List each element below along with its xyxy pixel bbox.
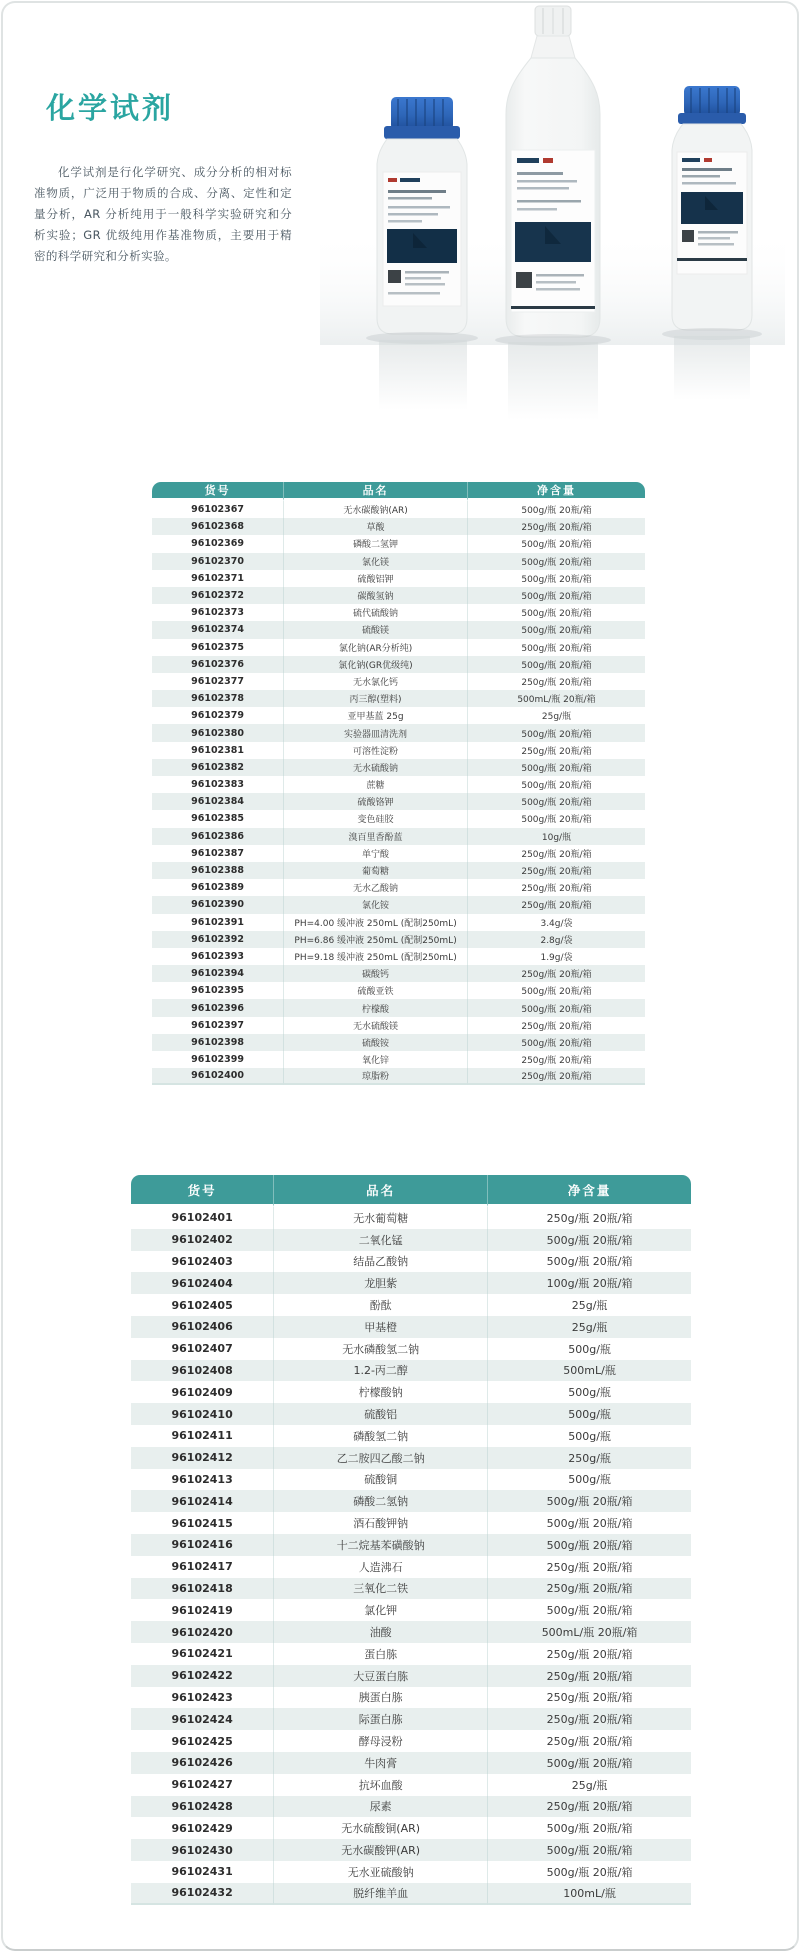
- product-name: 乙二胺四乙酸二钠: [273, 1447, 487, 1469]
- item-number: 96102378: [152, 690, 283, 707]
- product-name: 无水硫酸镁: [283, 1017, 467, 1034]
- table-row: [152, 570, 645, 587]
- net-content: 500g/瓶 20瓶/箱: [487, 1817, 691, 1839]
- item-number: 96102430: [131, 1839, 273, 1861]
- table-row: [131, 1883, 691, 1905]
- net-content: 25g/瓶: [467, 707, 645, 724]
- table-row: [131, 1469, 691, 1491]
- product-name: 胰蛋白胨: [273, 1687, 487, 1709]
- net-content: 250g/瓶 20瓶/箱: [467, 845, 645, 862]
- product-name: 氯化铵: [283, 896, 467, 913]
- table-row: [131, 1534, 691, 1556]
- product-name: 实验器皿清洗剂: [283, 724, 467, 741]
- net-content: 500g/瓶 20瓶/箱: [467, 604, 645, 621]
- table-row: [131, 1796, 691, 1818]
- table-row: [131, 1229, 691, 1251]
- item-number: 96102370: [152, 553, 283, 570]
- product-name: 硫酸铵: [283, 1034, 467, 1051]
- net-content: 500g/瓶 20瓶/箱: [487, 1229, 691, 1251]
- product-name: 蔗糖: [283, 776, 467, 793]
- item-number: 96102389: [191, 882, 244, 894]
- net-content: 1.9g/袋: [467, 948, 645, 965]
- product-name: 1.2-丙二醇: [273, 1360, 487, 1382]
- product-name: 硫酸亚铁: [283, 982, 467, 999]
- item-number: 96102412: [131, 1447, 273, 1469]
- column-header-net-content: 净含量: [467, 482, 645, 501]
- table-row: [152, 759, 645, 776]
- product-name: 葡萄糖: [283, 862, 467, 879]
- net-content: 500mL/瓶 20瓶/箱: [467, 690, 645, 707]
- reagent-bottles-illustration: [295, 0, 800, 430]
- product-name: 硫酸铝: [273, 1403, 487, 1425]
- item-number: 96102369: [191, 538, 244, 550]
- table-header-row: [152, 482, 645, 501]
- net-content: 500g/瓶 20瓶/箱: [467, 982, 645, 999]
- net-content: 25g/瓶: [487, 1316, 691, 1338]
- product-name: 氯化钠(AR分析纯): [283, 639, 467, 656]
- item-number: 96102404: [131, 1272, 273, 1294]
- item-number: 96102368: [152, 518, 283, 535]
- table-row: [131, 1403, 691, 1425]
- item-number: 96102428: [131, 1796, 273, 1818]
- net-content: 250g/瓶 20瓶/箱: [487, 1578, 691, 1600]
- net-content: 250g/瓶 20瓶/箱: [467, 879, 645, 896]
- product-name: 酚酞: [273, 1294, 487, 1316]
- intro-paragraph: 化学试剂是行化学研究、成分分析的相对标准物质，广泛用于物质的合成、分离、定性和定量分析，AR 分析纯用于一般科学实验研究和分析实验；GR 优级纯用作基准物质，主要用于精密的科学研究和分析实验。: [34, 165, 292, 263]
- table-row: [131, 1578, 691, 1600]
- item-number: 96102400: [152, 1068, 283, 1085]
- product-name: 硫酸铬钾: [283, 793, 467, 810]
- net-content: 500g/瓶: [487, 1425, 691, 1447]
- table-row: [152, 1068, 645, 1085]
- table-row: [152, 1017, 645, 1034]
- table-row: [131, 1708, 691, 1730]
- table-row: [152, 604, 645, 621]
- product-name: 无水碳酸钾(AR): [273, 1839, 487, 1861]
- net-content: 250g/瓶 20瓶/箱: [487, 1708, 691, 1730]
- item-number: 96102384: [152, 793, 283, 810]
- product-name: 大豆蛋白胨: [273, 1665, 487, 1687]
- product-name: 氯化钠(GR优级纯): [283, 656, 467, 673]
- net-content: 250g/瓶 20瓶/箱: [487, 1665, 691, 1687]
- product-name: 无水乙酸钠: [283, 879, 467, 896]
- net-content: 500g/瓶 20瓶/箱: [487, 1752, 691, 1774]
- net-content: 10g/瓶: [467, 828, 645, 845]
- table-row: [131, 1272, 691, 1294]
- net-content: 500g/瓶 20瓶/箱: [467, 810, 645, 827]
- table-row: [131, 1360, 691, 1382]
- item-number: 96102418: [131, 1578, 273, 1600]
- table-row: [131, 1817, 691, 1839]
- net-content: 250g/瓶 20瓶/箱: [487, 1643, 691, 1665]
- table-row: [131, 1556, 691, 1578]
- product-table-2: [131, 1175, 691, 1905]
- net-content: 100g/瓶 20瓶/箱: [487, 1272, 691, 1294]
- product-name: 无水磷酸氢二钠: [273, 1338, 487, 1360]
- net-content: 250g/瓶: [487, 1447, 691, 1469]
- item-number: 96102422: [131, 1665, 273, 1687]
- item-number: 96102417: [171, 1560, 233, 1574]
- item-number: 96102416: [131, 1534, 273, 1556]
- table-row: [152, 965, 645, 982]
- product-name: 硫酸铜: [273, 1469, 487, 1491]
- product-name: 二氧化锰: [273, 1229, 487, 1251]
- table-row: [131, 1839, 691, 1861]
- product-name: 油酸: [273, 1621, 487, 1643]
- table-row: [152, 776, 645, 793]
- product-name: 氯化镁: [283, 553, 467, 570]
- table-row: [131, 1425, 691, 1447]
- item-number: 96102402: [131, 1229, 273, 1251]
- item-number: 96102426: [131, 1752, 273, 1774]
- product-name: 酒石酸钾钠: [273, 1512, 487, 1534]
- item-number: 96102421: [171, 1647, 233, 1661]
- item-number: 96102372: [152, 587, 283, 604]
- table-row: [152, 621, 645, 638]
- table-row: [152, 982, 645, 999]
- item-number: 96102382: [152, 759, 283, 776]
- product-name: 草酸: [283, 518, 467, 535]
- item-number: 96102376: [152, 656, 283, 673]
- net-content: 500g/瓶 20瓶/箱: [487, 1251, 691, 1273]
- item-number: 96102373: [191, 607, 244, 619]
- net-content: 500g/瓶 20瓶/箱: [487, 1839, 691, 1861]
- item-number: 96102431: [171, 1865, 233, 1879]
- product-name: 尿素: [273, 1796, 487, 1818]
- product-name: 无水硫酸钠: [283, 759, 467, 776]
- table-row: [152, 793, 645, 810]
- item-number: 96102381: [191, 744, 244, 756]
- product-name: 十二烷基苯磺酸钠: [273, 1534, 487, 1556]
- product-name: 蛋白胨: [273, 1643, 487, 1665]
- table-row: [152, 724, 645, 741]
- net-content: 250g/瓶 20瓶/箱: [487, 1730, 691, 1752]
- product-name: 溴百里香酚蓝: [283, 828, 467, 845]
- product-name: 硫酸铝钾: [283, 570, 467, 587]
- product-name: 无水硫酸铜(AR): [273, 1817, 487, 1839]
- product-name: PH=6.86 缓冲液 250mL (配制250mL): [283, 931, 467, 948]
- net-content: 250g/瓶 20瓶/箱: [467, 862, 645, 879]
- item-number: 96102398: [152, 1034, 283, 1051]
- product-name: 磷酸二氢钠: [273, 1490, 487, 1512]
- net-content: 250g/瓶 20瓶/箱: [467, 1017, 645, 1034]
- table-row: [131, 1207, 691, 1229]
- table-row: [152, 587, 645, 604]
- item-number: 96102420: [131, 1621, 273, 1643]
- net-content: 250g/瓶 20瓶/箱: [467, 518, 645, 535]
- product-table-1: [152, 482, 645, 1085]
- column-header-product-name: 品名: [273, 1175, 487, 1207]
- product-name: 碳酸钙: [283, 965, 467, 982]
- product-name: 酵母浸粉: [273, 1730, 487, 1752]
- net-content: 250g/瓶 20瓶/箱: [467, 1051, 645, 1068]
- product-name: 单宁酸: [283, 845, 467, 862]
- product-name: 无水氯化钙: [283, 673, 467, 690]
- table-row: [131, 1251, 691, 1273]
- product-name: 无水亚硫酸钠: [273, 1861, 487, 1883]
- item-number: 96102409: [171, 1385, 233, 1399]
- table-row: [152, 535, 645, 552]
- net-content: 500g/瓶 20瓶/箱: [467, 621, 645, 638]
- net-content: 250g/瓶 20瓶/箱: [467, 1068, 645, 1085]
- table-row: [131, 1730, 691, 1752]
- item-number: 96102377: [191, 675, 244, 687]
- item-number: 96102425: [171, 1734, 233, 1748]
- product-name: PH=9.18 缓冲液 250mL (配制250mL): [283, 948, 467, 965]
- item-number: 96102375: [191, 641, 244, 653]
- table-row: [152, 1034, 645, 1051]
- table-row: [131, 1512, 691, 1534]
- item-number: 96102406: [131, 1316, 273, 1338]
- product-name: 甲基橙: [273, 1316, 487, 1338]
- product-name: 碳酸氢钠: [283, 587, 467, 604]
- table-row: [152, 810, 645, 827]
- table-row: [131, 1490, 691, 1512]
- item-number: 96102403: [171, 1254, 233, 1268]
- product-name: 结晶乙酸钠: [273, 1251, 487, 1273]
- column-header-item-number: 货号: [131, 1175, 273, 1207]
- item-number: 96102388: [152, 862, 283, 879]
- item-number: 96102374: [152, 621, 283, 638]
- product-name: 丙三醇(塑料): [283, 690, 467, 707]
- net-content: 500g/瓶 20瓶/箱: [467, 501, 645, 518]
- net-content: 25g/瓶: [487, 1294, 691, 1316]
- net-content: 500g/瓶: [487, 1403, 691, 1425]
- photo-reflections: [366, 328, 762, 420]
- product-name: 亚甲基蓝 25g: [283, 707, 467, 724]
- net-content: 500g/瓶 20瓶/箱: [467, 776, 645, 793]
- table-row: [131, 1316, 691, 1338]
- table-row: [152, 1051, 645, 1068]
- page-title: 化学试剂: [46, 91, 175, 125]
- net-content: 500g/瓶 20瓶/箱: [487, 1861, 691, 1883]
- table-row: [131, 1665, 691, 1687]
- table-row: [131, 1294, 691, 1316]
- item-number: 96102367: [191, 504, 244, 516]
- item-number: 96102410: [131, 1403, 273, 1425]
- column-header-product-name: 品名: [283, 482, 467, 501]
- table-row: [152, 673, 645, 690]
- product-name: 硫代硫酸钠: [283, 604, 467, 621]
- net-content: 500g/瓶 20瓶/箱: [467, 535, 645, 552]
- product-name: 抗坏血酸: [273, 1774, 487, 1796]
- item-number: 96102413: [171, 1472, 233, 1486]
- product-name: 变色硅胶: [283, 810, 467, 827]
- item-number: 96102395: [191, 985, 244, 997]
- table-row: [131, 1599, 691, 1621]
- table-row: [131, 1861, 691, 1883]
- table-row: [152, 742, 645, 759]
- product-name: PH=4.00 缓冲液 250mL (配制250mL): [283, 914, 467, 931]
- item-number: 96102411: [171, 1429, 233, 1443]
- product-name: 脱纤维羊血: [273, 1883, 487, 1905]
- item-number: 96102432: [131, 1883, 273, 1905]
- table-row: [152, 518, 645, 535]
- item-number: 96102424: [131, 1708, 273, 1730]
- product-name: 磷酸氢二钠: [273, 1425, 487, 1447]
- net-content: 250g/瓶 20瓶/箱: [467, 965, 645, 982]
- item-number: 96102419: [171, 1603, 233, 1617]
- item-number: 96102396: [152, 999, 283, 1016]
- item-number: 96102379: [191, 710, 244, 722]
- item-number: 96102405: [171, 1298, 233, 1312]
- net-content: 250g/瓶 20瓶/箱: [487, 1556, 691, 1578]
- net-content: 500g/瓶 20瓶/箱: [467, 587, 645, 604]
- product-name: 可溶性淀粉: [283, 742, 467, 759]
- product-name: 柠檬酸: [283, 999, 467, 1016]
- table-row: [152, 879, 645, 896]
- table-row: [131, 1752, 691, 1774]
- net-content: 500g/瓶 20瓶/箱: [467, 724, 645, 741]
- product-name: 磷酸二氢钾: [283, 535, 467, 552]
- net-content: 2.8g/袋: [467, 931, 645, 948]
- item-number: 96102429: [171, 1821, 233, 1835]
- bottle-middle: [506, 6, 600, 337]
- item-number: 96102392: [152, 931, 283, 948]
- net-content: 500g/瓶: [487, 1338, 691, 1360]
- product-name: 际蛋白胨: [273, 1708, 487, 1730]
- net-content: 500g/瓶 20瓶/箱: [487, 1534, 691, 1556]
- net-content: 250g/瓶 20瓶/箱: [467, 742, 645, 759]
- item-number: 96102383: [191, 779, 244, 791]
- table-row: [131, 1774, 691, 1796]
- net-content: 250g/瓶 20瓶/箱: [487, 1207, 691, 1229]
- bottle-left: [377, 97, 467, 334]
- product-name: 人造沸石: [273, 1556, 487, 1578]
- item-number: 96102408: [131, 1360, 273, 1382]
- net-content: 500g/瓶 20瓶/箱: [467, 999, 645, 1016]
- table-row: [152, 845, 645, 862]
- table-row: [152, 931, 645, 948]
- product-name: 牛肉膏: [273, 1752, 487, 1774]
- net-content: 500g/瓶 20瓶/箱: [467, 639, 645, 656]
- table-row: [152, 501, 645, 518]
- item-number: 96102385: [191, 813, 244, 825]
- table-row: [131, 1447, 691, 1469]
- net-content: 500g/瓶: [487, 1469, 691, 1491]
- product-name: 龙胆紫: [273, 1272, 487, 1294]
- net-content: 500mL/瓶: [487, 1360, 691, 1382]
- table-header-row: [131, 1175, 691, 1207]
- item-number: 96102399: [191, 1054, 244, 1066]
- net-content: 3.4g/袋: [467, 914, 645, 931]
- item-number: 96102407: [171, 1342, 233, 1356]
- net-content: 500g/瓶 20瓶/箱: [487, 1512, 691, 1534]
- net-content: 250g/瓶 20瓶/箱: [487, 1687, 691, 1709]
- net-content: 500mL/瓶 20瓶/箱: [487, 1621, 691, 1643]
- item-number: 96102391: [191, 916, 244, 928]
- net-content: 500g/瓶 20瓶/箱: [467, 570, 645, 587]
- item-number: 96102380: [152, 724, 283, 741]
- net-content: 500g/瓶 20瓶/箱: [487, 1490, 691, 1512]
- table-row: [152, 862, 645, 879]
- net-content: 250g/瓶 20瓶/箱: [467, 896, 645, 913]
- net-content: 500g/瓶 20瓶/箱: [467, 553, 645, 570]
- product-name: 柠檬酸钠: [273, 1381, 487, 1403]
- table-row: [131, 1381, 691, 1403]
- product-name: 琼脂粉: [283, 1068, 467, 1085]
- net-content: 500g/瓶: [487, 1381, 691, 1403]
- product-name: 无水葡萄糖: [273, 1207, 487, 1229]
- table-row: [152, 948, 645, 965]
- net-content: 250g/瓶 20瓶/箱: [487, 1796, 691, 1818]
- item-number: 96102387: [191, 847, 244, 859]
- product-name: 无水碳酸钠(AR): [283, 501, 467, 518]
- item-number: 96102401: [171, 1211, 233, 1225]
- item-number: 96102390: [152, 896, 283, 913]
- net-content: 100mL/瓶: [487, 1883, 691, 1905]
- net-content: 500g/瓶 20瓶/箱: [467, 793, 645, 810]
- table-row: [152, 656, 645, 673]
- table-row: [152, 999, 645, 1016]
- table-row: [131, 1643, 691, 1665]
- column-header-item-number: 货号: [152, 482, 283, 501]
- item-number: 96102393: [191, 950, 244, 962]
- table-row: [152, 639, 645, 656]
- bottle-right: [672, 86, 752, 330]
- product-photo: [295, 0, 800, 430]
- net-content: 500g/瓶 20瓶/箱: [467, 759, 645, 776]
- net-content: 500g/瓶 20瓶/箱: [467, 656, 645, 673]
- table-row: [131, 1687, 691, 1709]
- item-number: 96102414: [131, 1490, 273, 1512]
- item-number: 96102427: [171, 1778, 233, 1792]
- item-number: 96102423: [171, 1690, 233, 1704]
- product-name: 三氧化二铁: [273, 1578, 487, 1600]
- net-content: 500g/瓶 20瓶/箱: [467, 1034, 645, 1051]
- net-content: 250g/瓶 20瓶/箱: [467, 673, 645, 690]
- net-content: 500g/瓶 20瓶/箱: [487, 1599, 691, 1621]
- table-row: [152, 553, 645, 570]
- net-content: 25g/瓶: [487, 1774, 691, 1796]
- table-row: [152, 914, 645, 931]
- item-number: 96102397: [191, 1019, 244, 1031]
- table-row: [152, 690, 645, 707]
- item-number: 96102386: [152, 828, 283, 845]
- item-number: 96102415: [171, 1516, 233, 1530]
- table-row: [131, 1621, 691, 1643]
- table-row: [152, 828, 645, 845]
- item-number: 96102371: [191, 572, 244, 584]
- product-name: 氯化钾: [273, 1599, 487, 1621]
- table-row: [152, 896, 645, 913]
- product-name: 氧化锌: [283, 1051, 467, 1068]
- column-header-net-content: 净含量: [487, 1175, 691, 1207]
- table-row: [131, 1338, 691, 1360]
- item-number: 96102394: [152, 965, 283, 982]
- table-row: [152, 707, 645, 724]
- product-name: 硫酸镁: [283, 621, 467, 638]
